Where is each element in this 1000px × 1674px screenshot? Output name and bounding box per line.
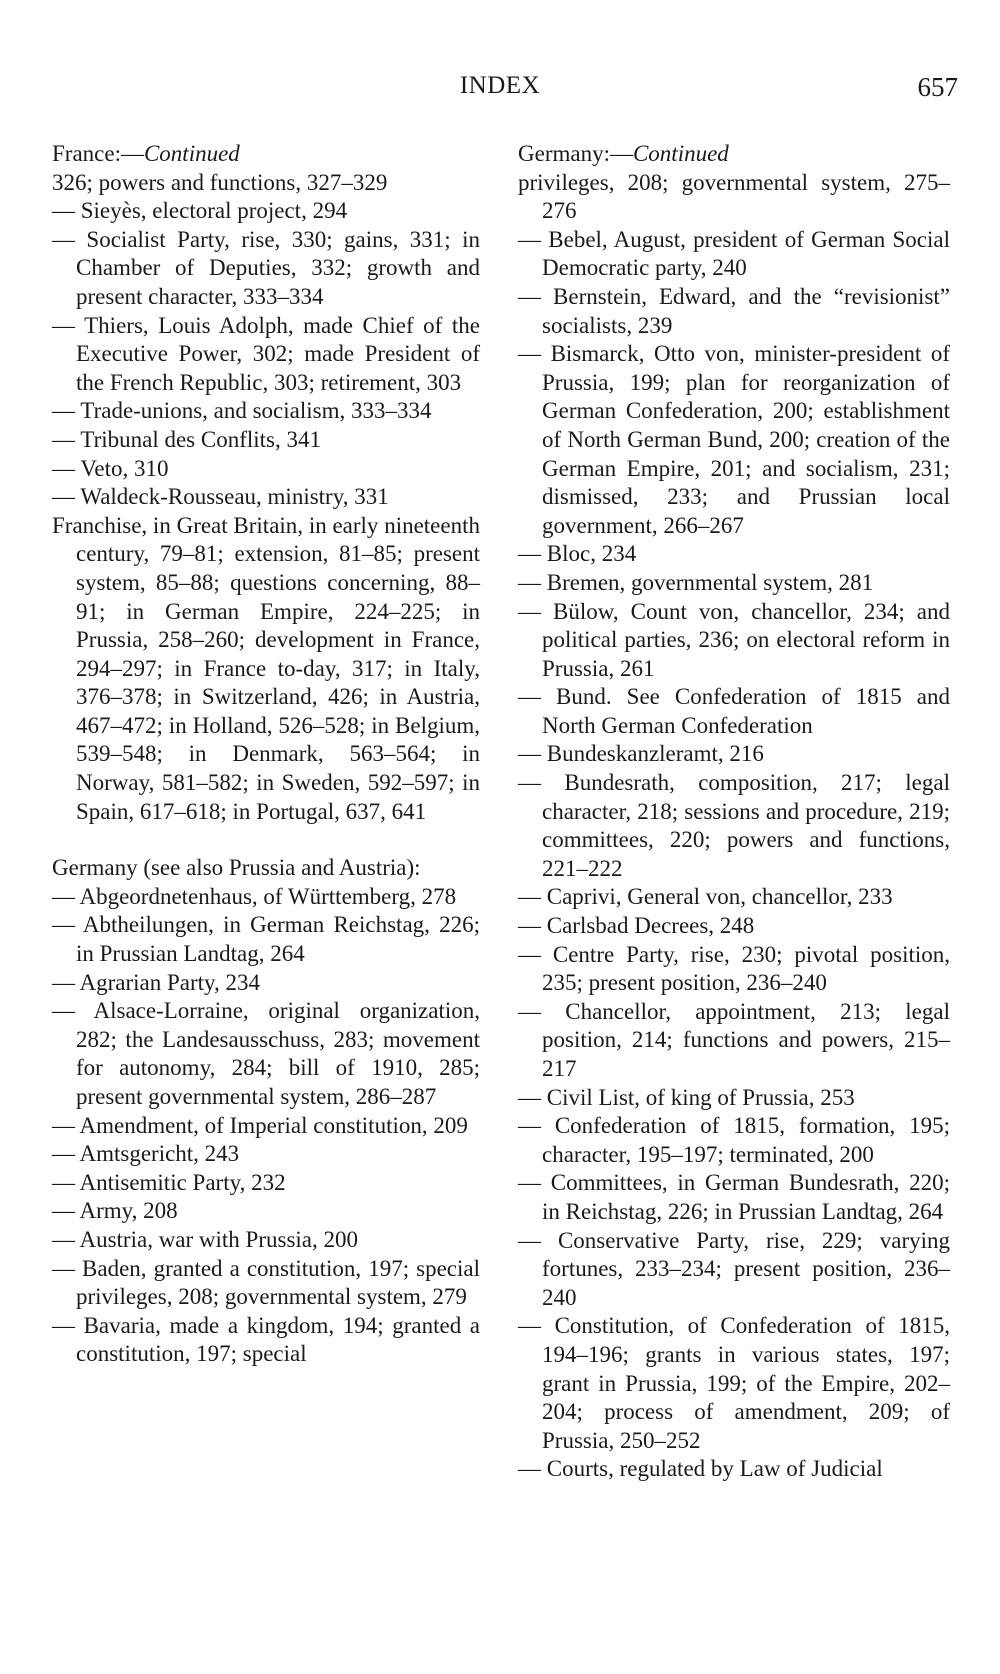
index-entry: — Committees, in German Bundesrath, 220; in Reichstag, 226; in Prussian Landtag, 264 (518, 1170, 950, 1224)
index-entry: — Bebel, August, president of German Social Democratic party, 240 (518, 226, 950, 281)
index-entry: — Socialist Party, rise, 330; gains, 331; in Chamber of Deputies, 332; growth and present character, 333–334 (52, 226, 480, 309)
right-column (518, 140, 950, 1484)
heading-france-continued (52, 140, 480, 169)
index-entry: — Bundeskanzleramt, 216 (518, 741, 764, 767)
page-number: 657 (917, 72, 958, 102)
index-entry: privileges, 208; governmental system, 275–276 (518, 169, 950, 224)
continued-label: Continued (143, 141, 240, 166)
index-entry: — Agrarian Party, 234 (52, 969, 261, 995)
index-entry: — Civil List, of king of Prussia, 253 (518, 1084, 855, 1110)
index-entry: — Thiers, Louis Adolph, made Chief of the Executive Power, 302; made President of the French Republic, 303; retirement, 303 (52, 312, 480, 395)
index-entry: — Army, 208 (52, 1198, 178, 1224)
running-head (0, 72, 1000, 112)
index-entry: — Bismarck, Otto von, minister-president of Prussia, 199; plan for reorganization of German Confederation, 200; establishment of North German Bund, 200; creation of the German Empire, 201; and socialism, 231; dismissed, 233; and Prussian local government, 266–267 (518, 341, 950, 538)
index-entry: — Bülow, Count von, chancellor, 234; and political parties, 236; on electoral reform in Prussia, 261 (518, 598, 950, 681)
index-entry: — Bundesrath, composition, 217; legal character, 218; sessions and procedure, 219; committees, 220; powers and functions, 221–222 (518, 770, 950, 881)
index-entry: — Chancellor, appointment, 213; legal position, 214; functions and powers, 215–217 (518, 998, 950, 1081)
index-entry: — Caprivi, General von, chancellor, 233 (518, 884, 893, 910)
section-gap (52, 826, 480, 854)
index-entry: — Courts, regulated by Law of Judicial (518, 1456, 883, 1482)
index-entry-franchise: Franchise, in Great Britain, in early nineteenth century, 79–81; extension, 81–85; present system, 85–88; questions concerning, 88–91; in German Empire, 224–225; in Prussia, 258–260; development in France, 294–297; in France to-day, 317; in Italy, 376–378; in Switzerland, 426; in Austria, 467–472; in Holland, 526–528; in Belgium, 539–548; in Denmark, 563–564; in Norway, 581–582; in Sweden, 592–597; in Spain, 617–618; in Portugal, 637, 641 (52, 512, 480, 824)
index-entry: — Bavaria, made a kingdom, 194; granted a constitution, 197; special (52, 1312, 480, 1367)
index-entry: — Bremen, governmental system, 281 (518, 569, 874, 595)
heading-germany: Germany (see also Prussia and Austria): (52, 855, 421, 881)
index-entry: — Amtsgericht, 243 (52, 1141, 240, 1167)
index-entry: — Abgeordnetenhaus, of Württemberg, 278 (52, 883, 457, 909)
continued-label: Continued (632, 141, 729, 166)
heading-prefix: France:— (52, 141, 144, 166)
index-entry: — Veto, 310 (52, 455, 169, 481)
index-entry: — Bund. See Confederation of 1815 and North German Confederation (518, 684, 950, 738)
index-entry: — Alsace-Lorraine, original organization, 282; the Landesausschuss, 283; movement for autonomy, 284; bill of 1910, 285; present governmental system, 286–287 (52, 998, 480, 1109)
page-title: INDEX (459, 72, 541, 99)
index-entry: — Baden, granted a constitution, 197; special privileges, 208; governmental system, 279 (52, 1255, 480, 1310)
index-entry: — Antisemitic Party, 232 (52, 1169, 286, 1195)
index-entry: — Sieyès, electoral project, 294 (52, 198, 348, 224)
index-entry: — Confederation of 1815, formation, 195; character, 195–197; terminated, 200 (518, 1113, 950, 1167)
index-entry: — Amendment, of Imperial constitution, 209 (52, 1112, 468, 1138)
heading-prefix: Germany:— (518, 141, 633, 166)
heading-germany-continued (518, 140, 950, 169)
index-entry: — Centre Party, rise, 230; pivotal position, 235; present position, 236–240 (518, 941, 950, 996)
index-entry: — Bernstein, Edward, and the “revisionist” socialists, 239 (518, 283, 950, 338)
index-entry: — Austria, war with Prussia, 200 (52, 1226, 359, 1252)
index-entry: — Tribunal des Conflits, 341 (52, 426, 322, 452)
index-entry: — Constitution, of Confederation of 1815, 194–196; grants in various states, 197; grant in Prussia, 199; of the Empire, 202–204; process of amendment, 209; of Prussia, 250–252 (518, 1313, 950, 1453)
index-entry: — Abtheilungen, in German Reichstag, 226; in Prussian Landtag, 264 (52, 912, 480, 967)
left-column (52, 140, 480, 1369)
index-entry: — Carlsbad Decrees, 248 (518, 913, 755, 939)
index-entry: — Bloc, 234 (518, 541, 637, 567)
index-entry: — Conservative Party, rise, 229; varying fortunes, 233–234; present position, 236–240 (518, 1227, 950, 1310)
index-entry: — Waldeck-Rousseau, ministry, 331 (52, 484, 389, 510)
index-entry: — Trade-unions, and socialism, 333–334 (52, 398, 432, 424)
index-entry: 326; powers and functions, 327–329 (52, 169, 388, 195)
